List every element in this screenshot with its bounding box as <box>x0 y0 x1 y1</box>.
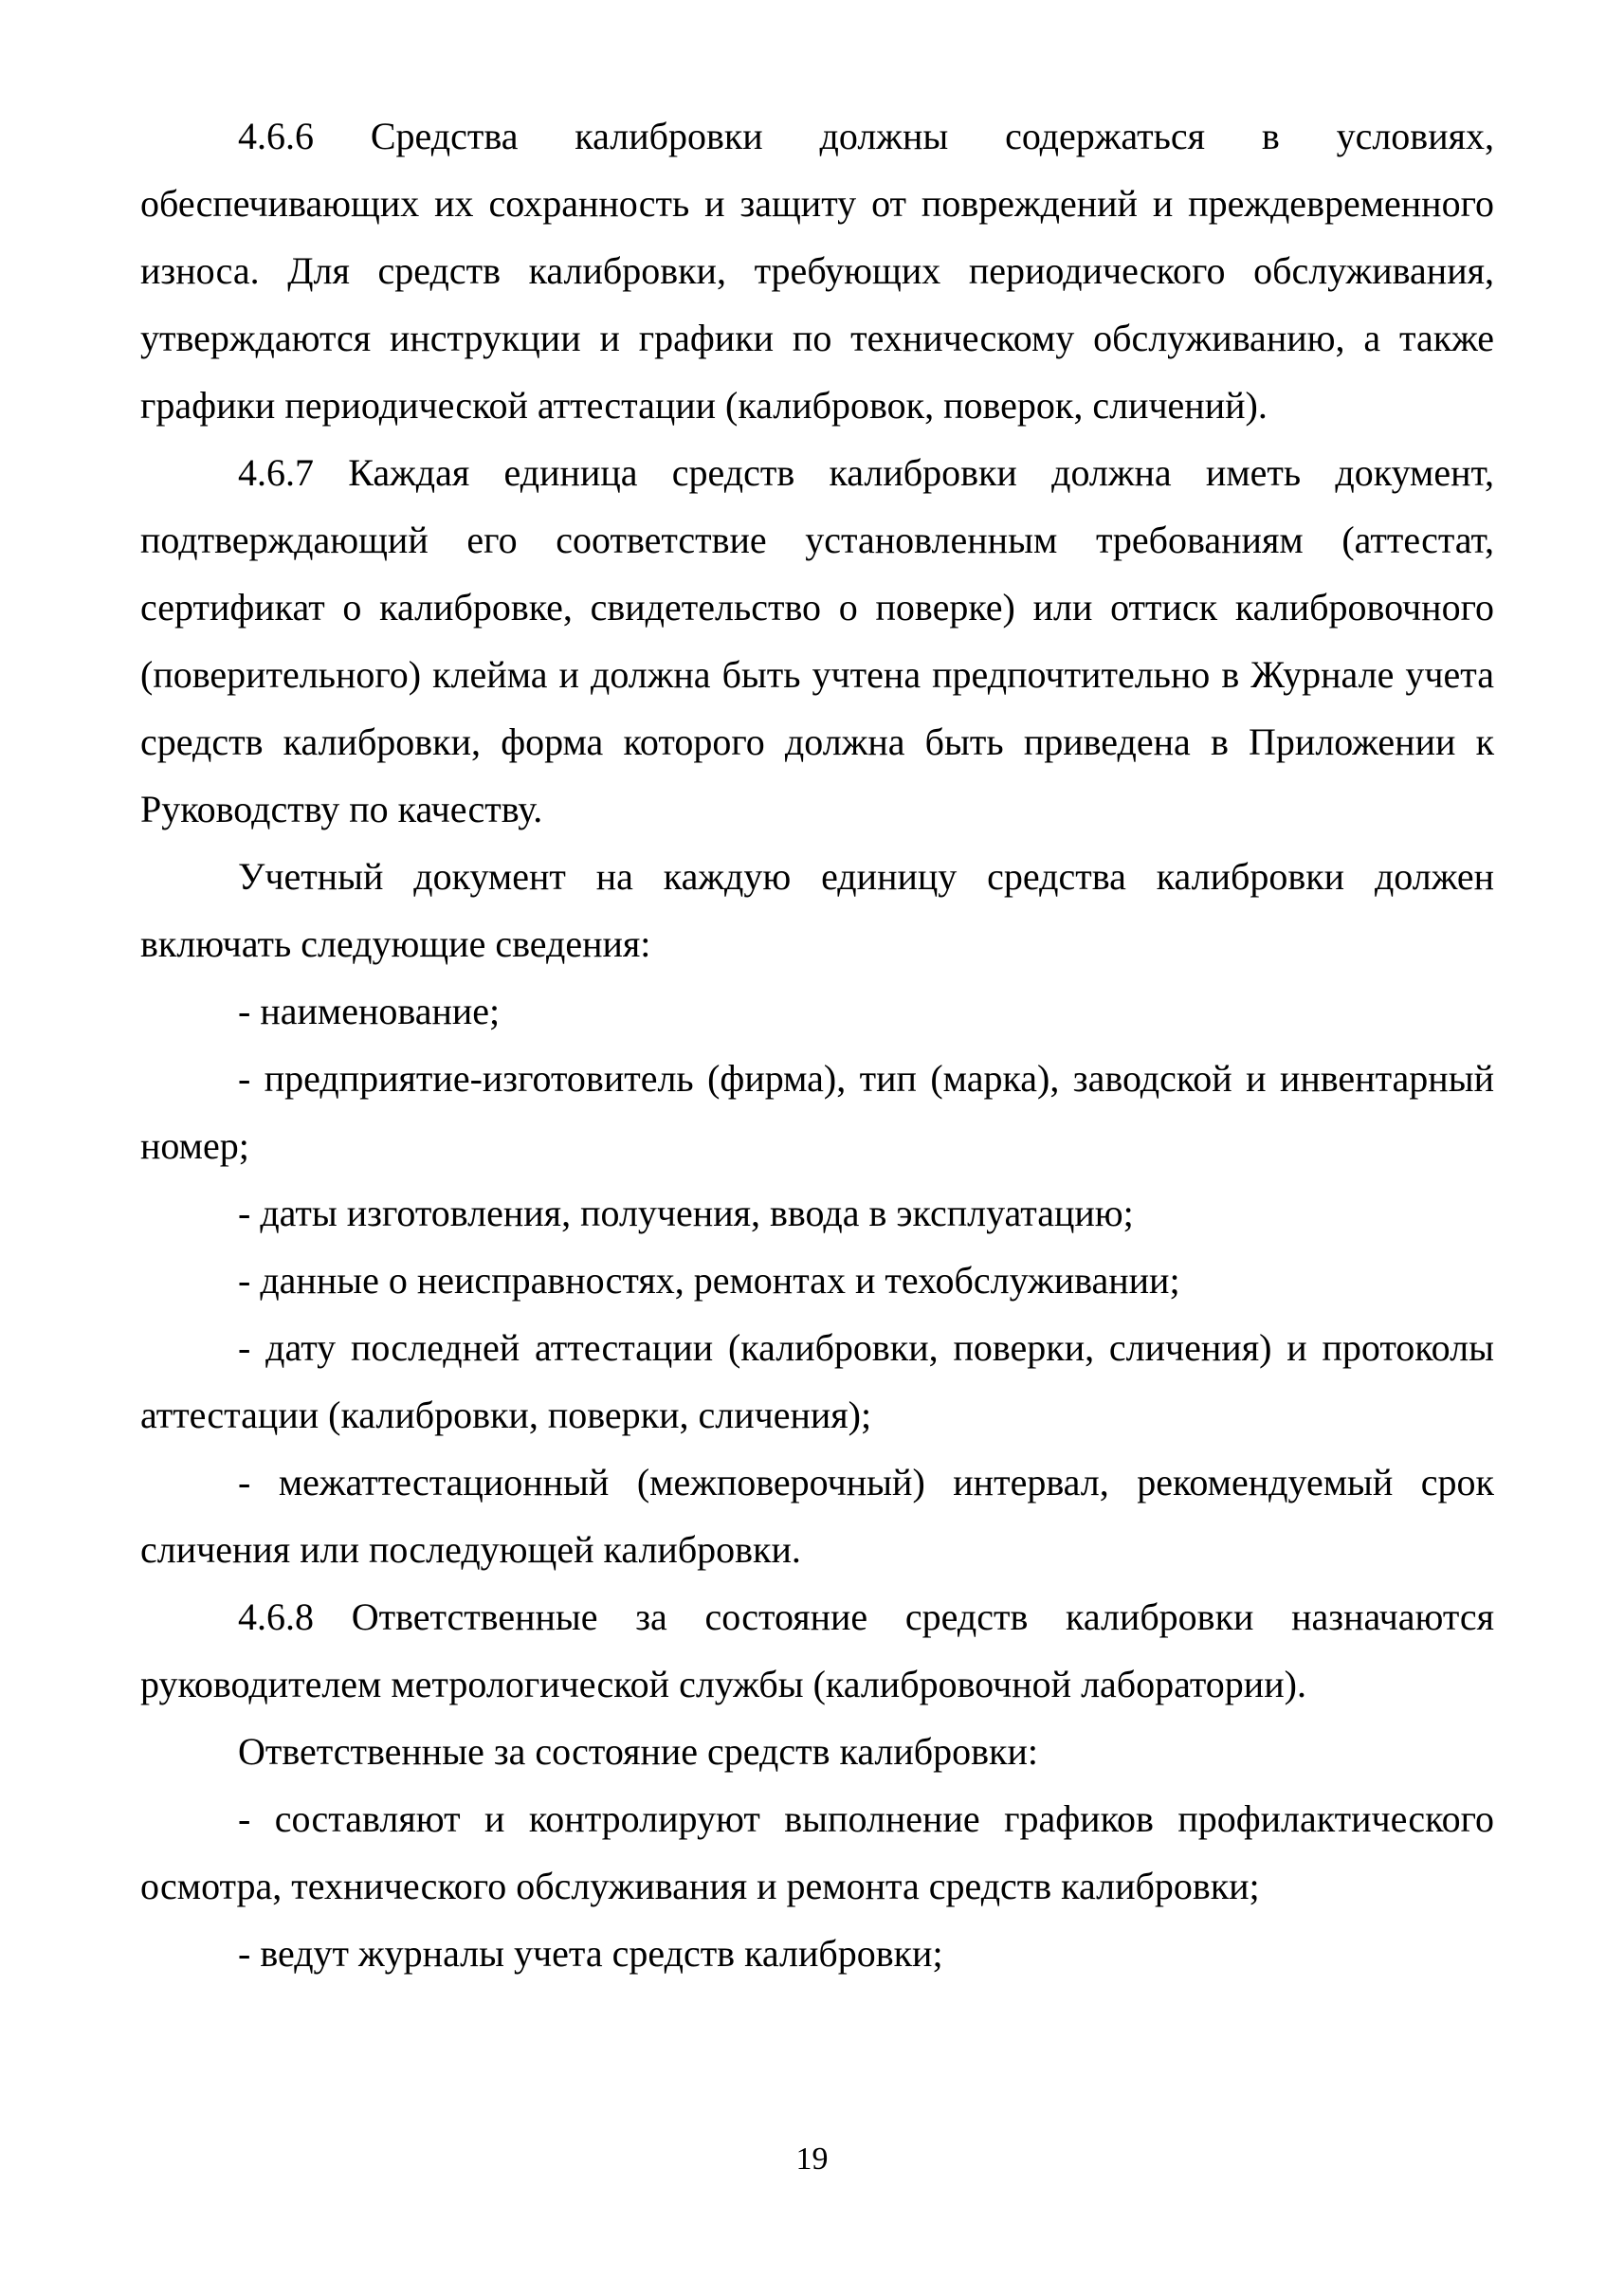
list-item-journals: - ведут журналы учета средств калибровки; <box>238 1932 943 1975</box>
paragraph-4-6-6: 4.6.6 Средства калибровки должны содержаться в условиях, обеспечивающих их сохранность и защиту от повреждений и преждевременного износа. Для средств калибровки, требующих периодического обслуживания, утверждаются инструкции и графики по техническому обслуживанию, а также графики периодической аттестации (калибровок, поверок, сличений). <box>140 115 1494 427</box>
page-number: 19 <box>795 2141 829 2177</box>
list-item-dates: - даты изготовления, получения, ввода в эксплуатацию; <box>238 1192 1134 1234</box>
list-item-schedules: - составляют и контролируют выполнение графиков профилактического осмотра, технического обслуживания и ремонта средств калибровки; <box>140 1797 1494 1907</box>
paragraph-responsible-intro: Ответственные за состояние средств калибровки: <box>238 1730 1038 1773</box>
list-item-last-attestation: - дату последней аттестации (калибровки, поверки, сличения) и протоколы аттестации (калибровки, поверки, сличения); <box>140 1326 1494 1436</box>
paragraph-4-6-8: 4.6.8 Ответственные за состояние средств калибровки назначаются руководителем метрологической службы (калибровочной лаборатории). <box>140 1595 1494 1705</box>
list-item-interval: - межаттестационный (межповерочный) интервал, рекомендуемый срок сличения или последующей калибровки. <box>140 1461 1494 1571</box>
list-item-manufacturer: - предприятие-изготовитель (фирма), тип (марка), заводской и инвентарный номер; <box>140 1057 1494 1167</box>
list-item-faults: - данные о неисправностях, ремонтах и техобслуживании; <box>238 1259 1180 1302</box>
list-item-name: - наименование; <box>238 990 501 1032</box>
paragraph-4-6-7: 4.6.7 Каждая единица средств калибровки должна иметь документ, подтверждающий его соответствие установленным требованиям (аттестат, сертификат о калибровке, свидетельство о поверке) или оттиск калибровочного (поверительного) клейма и должна быть учтена предпочтительно в Журнале учета средств калибровки, форма которого должна быть приведена в Приложении к Руководству по качеству. <box>140 451 1494 830</box>
paragraph-record-intro: Учетный документ на каждую единицу средства калибровки должен включать следующие сведения: <box>140 855 1494 965</box>
page-body <box>140 102 1494 1987</box>
